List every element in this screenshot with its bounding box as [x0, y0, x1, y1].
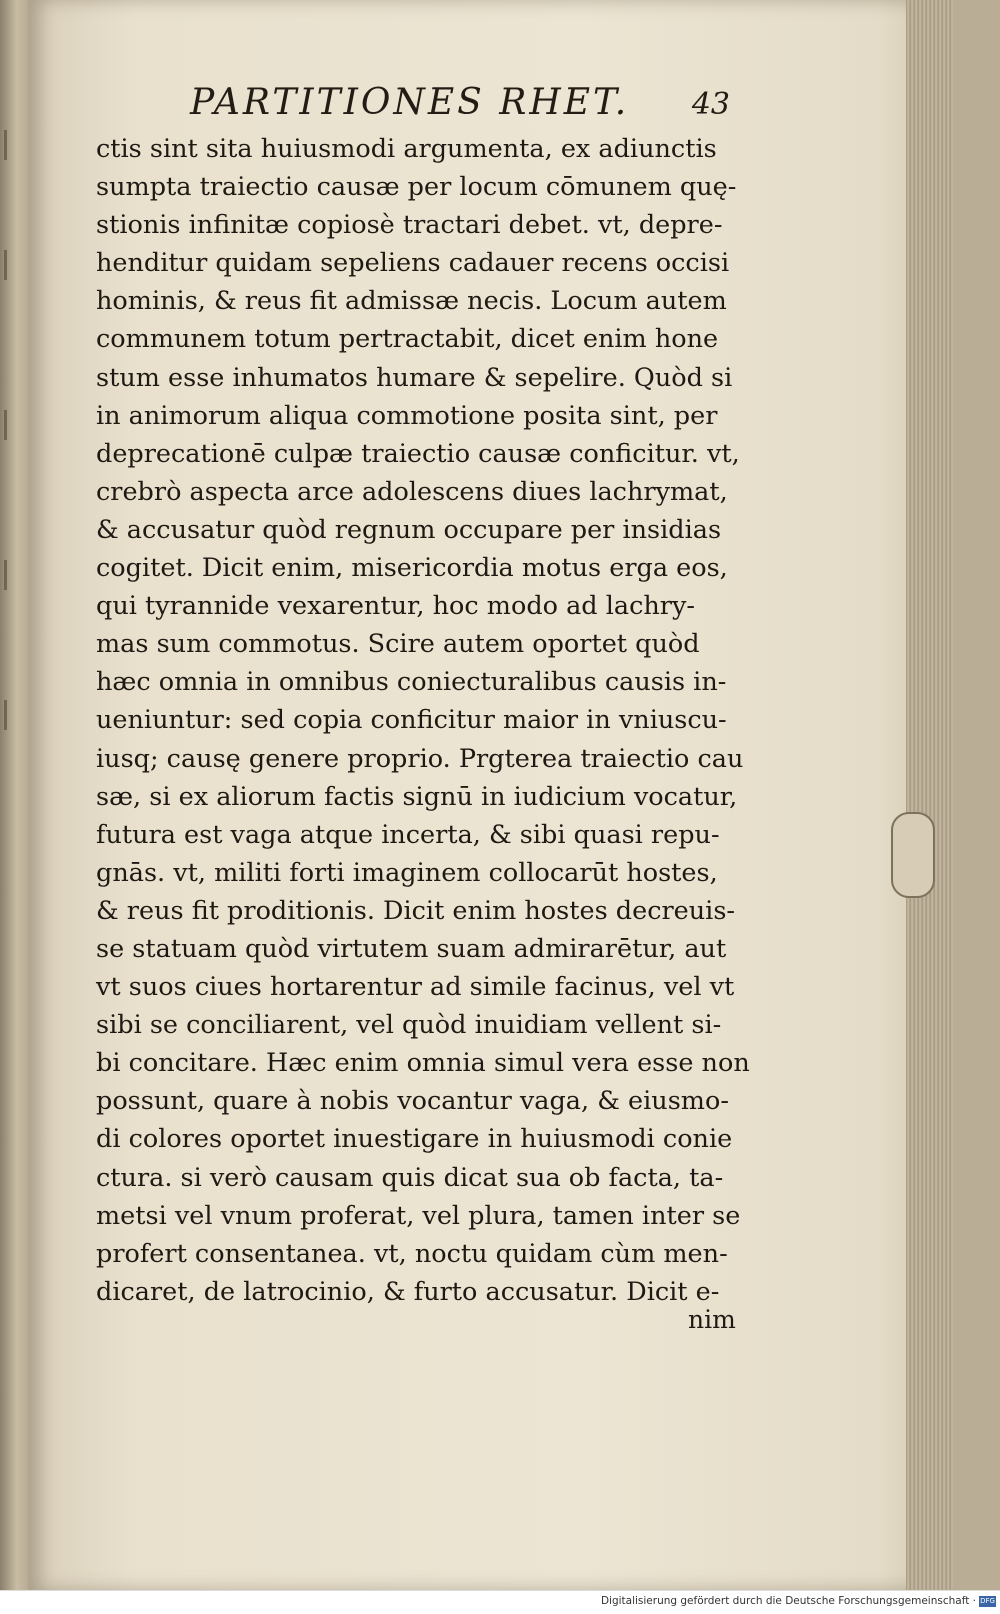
running-head-title: PARTITIONES RHET.: [190, 82, 630, 123]
text-line: henditur quidam sepeliens cadauer recens occisi: [96, 248, 730, 279]
text-line: cogitet. Dicit enim, misericordia motus erga eos,: [96, 553, 728, 584]
running-head: [190, 82, 730, 122]
text-line: in animorum aliqua commotione posita sint, per: [96, 400, 718, 431]
text-line: se statuam quòd virtutem suam admirarētur, aut: [96, 933, 727, 964]
dfg-logo: DFG: [980, 1597, 995, 1605]
text-line: bi concitare. Hæc enim omnia simul vera esse non: [96, 1048, 750, 1079]
text-line: gnās. vt, militi forti imaginem collocarūt hostes,: [96, 857, 718, 888]
text-line: possunt, quare à nobis vocantur vaga, & eiusmo-: [96, 1086, 729, 1117]
show-through-mark: [4, 410, 21, 440]
show-through-mark: [4, 250, 21, 280]
show-through-mark: [4, 700, 21, 730]
text-line: deprecationē culpæ traiectio causæ conficitur. vt,: [96, 438, 740, 469]
text-line: communem totum pertractabit, dicet enim hone: [96, 324, 719, 355]
body-text: [96, 130, 766, 1311]
text-line: qui tyrannide vexarentur, hoc modo ad lachry-: [96, 591, 696, 622]
page-number: 43: [691, 87, 730, 122]
text-line: hominis, & reus fit admissæ necis. Locum autem: [96, 286, 727, 317]
text-line: ctura. si verò causam quis dicat sua ob facta, ta-: [96, 1162, 724, 1193]
text-line: crebrò aspecta arce adolescens diues lachrymat,: [96, 476, 728, 507]
text-line: dicaret, de latrocinio, & furto accusatur. Dicit e-: [96, 1276, 720, 1307]
text-line: di colores oportet inuestigare in huiusmodi conie: [96, 1124, 733, 1155]
text-line: stum esse inhumatos humare & sepelire. Quòd si: [96, 362, 733, 393]
show-through-mark: [4, 560, 21, 590]
catchword: nim: [688, 1305, 736, 1334]
text-line: futura est vaga atque incerta, & sibi quasi repu-: [96, 819, 720, 850]
text-line: vt suos ciues hortarentur ad simile facinus, vel vt: [96, 972, 735, 1003]
digitization-footer: [0, 1590, 1000, 1614]
text-line: profert consentanea. vt, noctu quidam cùm men-: [96, 1238, 728, 1269]
page-tab: [891, 812, 935, 898]
text-line: mas sum commotus. Scire autem oportet quòd: [96, 629, 700, 660]
text-line: metsi vel vnum proferat, vel plura, tamen inter se: [96, 1200, 741, 1231]
show-through-mark: [4, 130, 21, 160]
facing-page-edge: [0, 0, 28, 1590]
text-line: & reus fit proditionis. Dicit enim hostes decreuis-: [96, 895, 736, 926]
text-line: ctis sint sita huiusmodi argumenta, ex adiunctis: [96, 134, 717, 164]
text-line: ueniuntur: sed copia conficitur maior in vniuscu-: [96, 705, 727, 736]
text-line: iusq; causę genere proprio. Prgterea traiectio cau: [96, 743, 744, 774]
text-line: stionis infinitæ copiosè tractari debet. vt, depre-: [96, 210, 723, 241]
text-line: sibi se conciliarent, vel quòd inuidiam vellent si-: [96, 1010, 722, 1041]
text-line: & accusatur quòd regnum occupare per insidias: [96, 514, 722, 545]
text-line: hæc omnia in omnibus coniecturalibus causis in-: [96, 667, 727, 698]
text-line: sæ, si ex aliorum factis signū in iudicium vocatur,: [96, 781, 738, 812]
funding-credit: Digitalisierung gefördert durch die Deutsche Forschungsgemeinschaft ·: [600, 1595, 976, 1607]
text-line: sumpta traiectio causæ per locum cōmunem quę-: [96, 172, 737, 203]
fore-edge: [906, 0, 953, 1590]
